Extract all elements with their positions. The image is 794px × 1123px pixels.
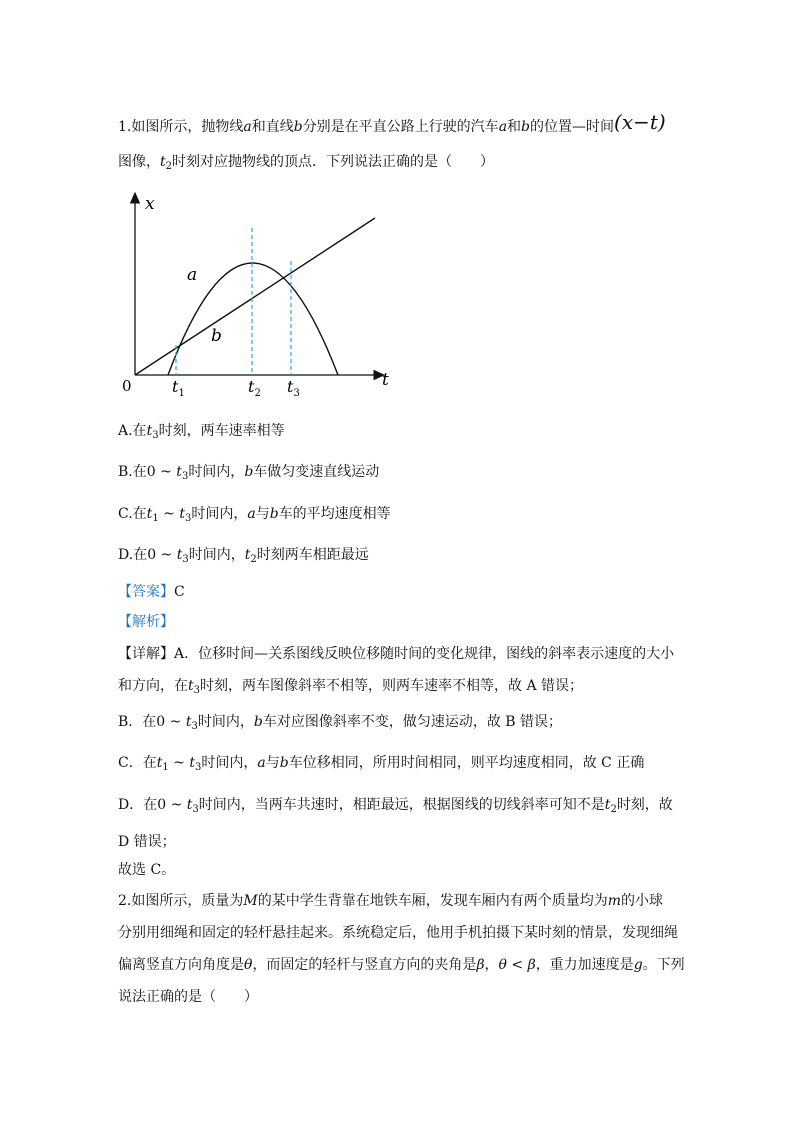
tick-t2-label: $t_2$ bbox=[248, 377, 261, 399]
conclusion: 故选 C。 bbox=[118, 862, 176, 878]
option-a: A.在$t_3$时刻，两车速率相等 bbox=[118, 423, 285, 441]
q1-stem-line1: 1.如图所示，抛物线a和直线b分别是在平直公路上行驶的汽车a和b的位置—时间(x−t) bbox=[118, 110, 666, 135]
q2-line2: 分别用细绳和固定的轻杆悬挂起来。系统稳定后，他用手机拍摄下某时刻的情景，发现细绳 bbox=[118, 925, 678, 941]
q2-line3: 偏离竖直方向角度是θ，而固定的轻杆与竖直方向的夹角是β，θ < β，重力加速度是g。下列 bbox=[118, 957, 685, 973]
tick-t1-label: $t_1$ bbox=[172, 377, 185, 399]
option-c: C.在$t_1$ ~ $t_3$时间内，a与b车的平均速度相等 bbox=[118, 506, 391, 524]
line-b bbox=[135, 218, 375, 375]
origin-label: 0 bbox=[122, 377, 132, 395]
detail-d-cont: D 错误； bbox=[118, 834, 176, 850]
xt-notation: (x−t) bbox=[614, 110, 666, 134]
x-axis-label: x bbox=[145, 194, 155, 214]
detail-d: D．在0 ~ $t_3$时间内，当两车共速时，相距最远，根据图线的切线斜率可知不是$t_2$时刻，故 bbox=[118, 797, 673, 815]
option-d: D.在0 ~ $t_3$时间内，$t_2$时刻两车相距最远 bbox=[118, 547, 369, 565]
detail-b: B．在0 ~ $t_3$时间内，b车对应图像斜率不变，做匀速运动，故 B 错误； bbox=[118, 714, 563, 732]
position-time-graph bbox=[110, 185, 400, 400]
tick-t3-label: $t_3$ bbox=[287, 377, 300, 399]
analysis-label: 【解析】 bbox=[118, 614, 174, 630]
curve-a-label: a bbox=[187, 265, 198, 285]
detail-line2: 和方向，在$t_3$时刻，两车图像斜率不相等，则两车速率不相等，故 A 错误； bbox=[118, 678, 584, 696]
option-b: B.在0 ~ $t_3$时间内，b车做匀变速直线运动 bbox=[118, 464, 380, 482]
q2-line1: 2.如图所示，质量为M的某中学生背靠在地铁车厢，发现车厢内有两个质量均为m的小球 bbox=[118, 893, 663, 909]
detail-c: C．在$t_1$ ~ $t_3$时间内，a与b车位移相同，所用时间相同，则平均速度相同，故 C 正确 bbox=[118, 755, 645, 773]
t-axis-label: t bbox=[382, 370, 389, 390]
answer: 【答案】C bbox=[118, 584, 185, 600]
q2-line4: 说法正确的是（ ） bbox=[118, 989, 258, 1005]
line-b-label: b bbox=[211, 326, 222, 346]
q1-stem-line2: 图像，$t_2$时刻对应抛物线的顶点．下列说法正确的是（ ） bbox=[118, 154, 495, 172]
answer-label: 【答案】 bbox=[118, 584, 174, 600]
detail-line1: 【详解】A．位移时间—关系图线反映位移随时间的变化规律，图线的斜率表示速度的大小 bbox=[118, 646, 675, 662]
